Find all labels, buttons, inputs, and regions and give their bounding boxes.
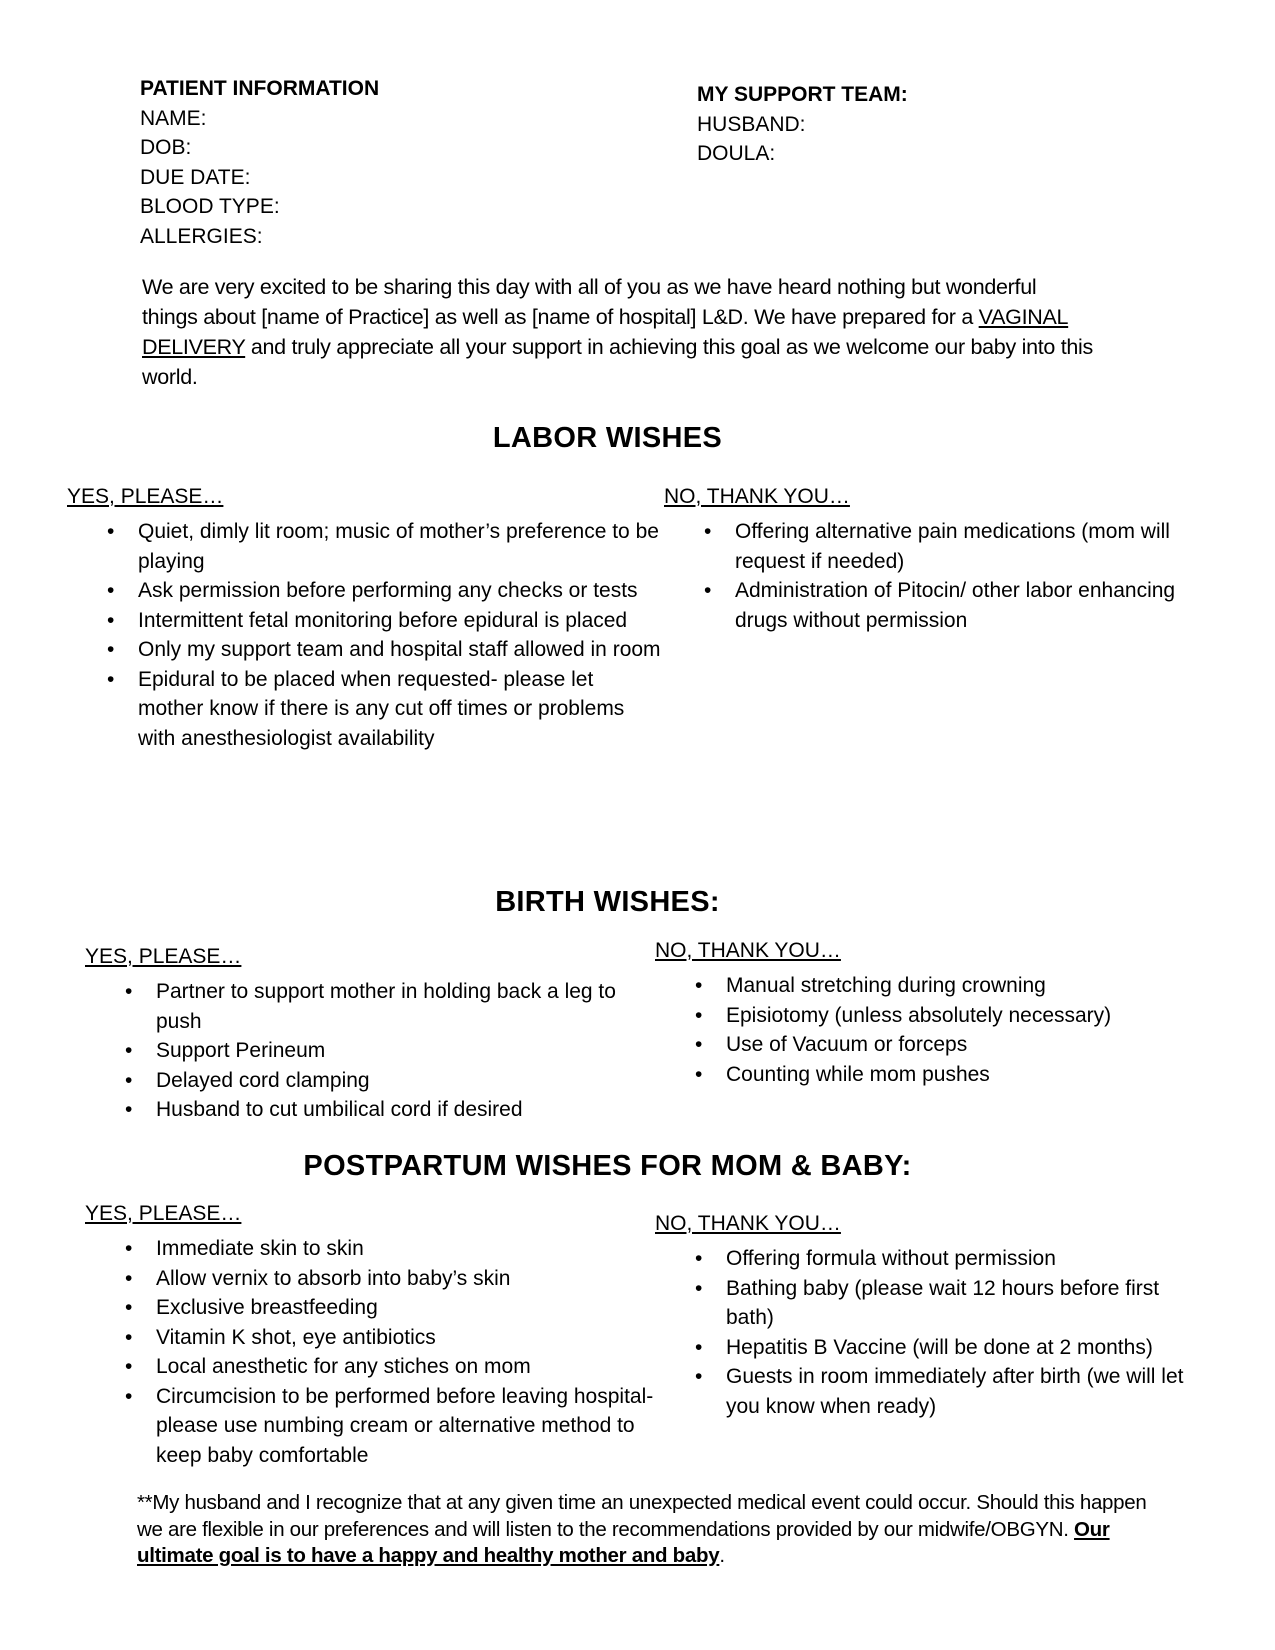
postpartum-wishes-columns [85, 1199, 1207, 1470]
intro-text-before: We are very excited to be sharing this day with all of you as we have heard nothing but wonderful things about [name of Practice] as well as [name of hospital] L&D. We have prepared for a [142, 275, 1037, 329]
support-field-doula: DOULA: [697, 142, 776, 165]
support-team-title: MY SUPPORT TEAM: [697, 83, 908, 106]
patient-information-block [140, 74, 379, 251]
list-item: • Use of Vacuum or forceps [655, 1030, 1207, 1060]
list-item: • Only my support team and hospital staff allowed in room [67, 635, 664, 665]
birth-no-column [655, 936, 1207, 1125]
list-item: • Local anesthetic for any stiches on mom [85, 1352, 655, 1382]
postpartum-no-column [655, 1209, 1207, 1470]
postpartum-yes-list [85, 1234, 655, 1470]
list-item: • Counting while mom pushes [655, 1060, 1207, 1090]
intro-paragraph [142, 272, 1094, 392]
labor-yes-heading: YES, PLEASE… [67, 485, 224, 508]
patient-field-blood-type: BLOOD TYPE: [140, 195, 280, 218]
labor-no-column [664, 482, 1207, 753]
disclaimer-emphasized-text: Our ultimate goal is to have a happy and healthy mother and baby [137, 1517, 1110, 1567]
birth-yes-heading: YES, PLEASE… [85, 945, 242, 968]
list-item: • Husband to cut umbilical cord if desired [85, 1095, 655, 1125]
list-item: • Bathing baby (please wait 12 hours before first bath) [655, 1274, 1207, 1333]
labor-wishes-columns [67, 482, 1207, 753]
disclaimer-text-before: **My husband and I recognize that at any given time an unexpected medical event could occur. Should this happen we are flexible in our preferences and will listen to the recommendations provided by our midwife/OBGYN. [137, 1491, 1147, 1541]
list-item: • Circumcision to be performed before leaving hospital- please use numbing cream or alternative method to keep baby comfortable [85, 1382, 655, 1471]
postpartum-no-heading: NO, THANK YOU… [655, 1212, 841, 1235]
list-item: • Exclusive breastfeeding [85, 1293, 655, 1323]
list-item: • Support Perineum [85, 1036, 655, 1066]
postpartum-yes-column [85, 1199, 655, 1470]
patient-field-due-date: DUE DATE: [140, 165, 251, 189]
list-item: • Episiotomy (unless absolutely necessary) [655, 1001, 1207, 1031]
disclaimer-paragraph [137, 1490, 1152, 1570]
intro-text-after: and truly appreciate all your support in achieving this goal as we welcome our baby into this world. [142, 335, 1093, 389]
intro-underlined-text: VAGINAL DELIVERY [142, 305, 1069, 359]
list-item: • Offering formula without permission [655, 1244, 1207, 1274]
support-team-block [697, 80, 908, 169]
list-item: • Guests in room immediately after birth (we will let you know when ready) [655, 1362, 1207, 1421]
list-item: • Intermittent fetal monitoring before epidural is placed [67, 606, 664, 636]
birth-yes-list [85, 977, 655, 1125]
patient-field-allergies: ALLERGIES: [140, 224, 263, 248]
labor-yes-list [67, 517, 664, 753]
list-item: • Manual stretching during crowning [655, 971, 1207, 1001]
labor-wishes-heading: LABOR WISHES [492, 422, 723, 454]
disclaimer-text-after: . [719, 1544, 725, 1567]
list-item: • Ask permission before performing any checks or tests [67, 576, 664, 606]
birth-yes-column [85, 942, 655, 1125]
list-item: • Quiet, dimly lit room; music of mother’s preference to be playing [67, 517, 664, 576]
labor-no-heading: NO, THANK YOU… [664, 485, 850, 508]
postpartum-yes-heading: YES, PLEASE… [85, 1202, 242, 1225]
postpartum-no-list [655, 1244, 1207, 1421]
birth-wishes-columns [85, 939, 1207, 1125]
labor-no-list [664, 517, 1207, 635]
patient-information-title: PATIENT INFORMATION [140, 77, 380, 100]
list-item: • Partner to support mother in holding back a leg to push [85, 977, 655, 1036]
list-item: • Immediate skin to skin [85, 1234, 655, 1264]
list-item: • Vitamin K shot, eye antibiotics [85, 1323, 655, 1353]
support-field-husband: HUSBAND: [697, 112, 806, 136]
postpartum-wishes-heading: POSTPARTUM WISHES FOR MOM & BABY: [303, 1150, 912, 1182]
list-item: • Delayed cord clamping [85, 1066, 655, 1096]
patient-field-name: NAME: [140, 106, 207, 130]
birth-no-heading: NO, THANK YOU… [655, 939, 841, 962]
birth-wishes-heading: BIRTH WISHES: [495, 886, 720, 918]
list-item: • Administration of Pitocin/ other labor enhancing drugs without permission [664, 576, 1207, 635]
list-item: • Hepatitis B Vaccine (will be done at 2 months) [655, 1333, 1207, 1363]
labor-yes-column [67, 482, 664, 753]
list-item: • Allow vernix to absorb into baby’s skin [85, 1264, 655, 1294]
list-item: • Epidural to be placed when requested- please let mother know if there is any cut off times or problems with anesthesiologist availability [67, 665, 664, 754]
list-item: • Offering alternative pain medications (mom will request if needed) [664, 517, 1207, 576]
birth-no-list [655, 971, 1207, 1089]
patient-field-dob: DOB: [140, 136, 192, 159]
